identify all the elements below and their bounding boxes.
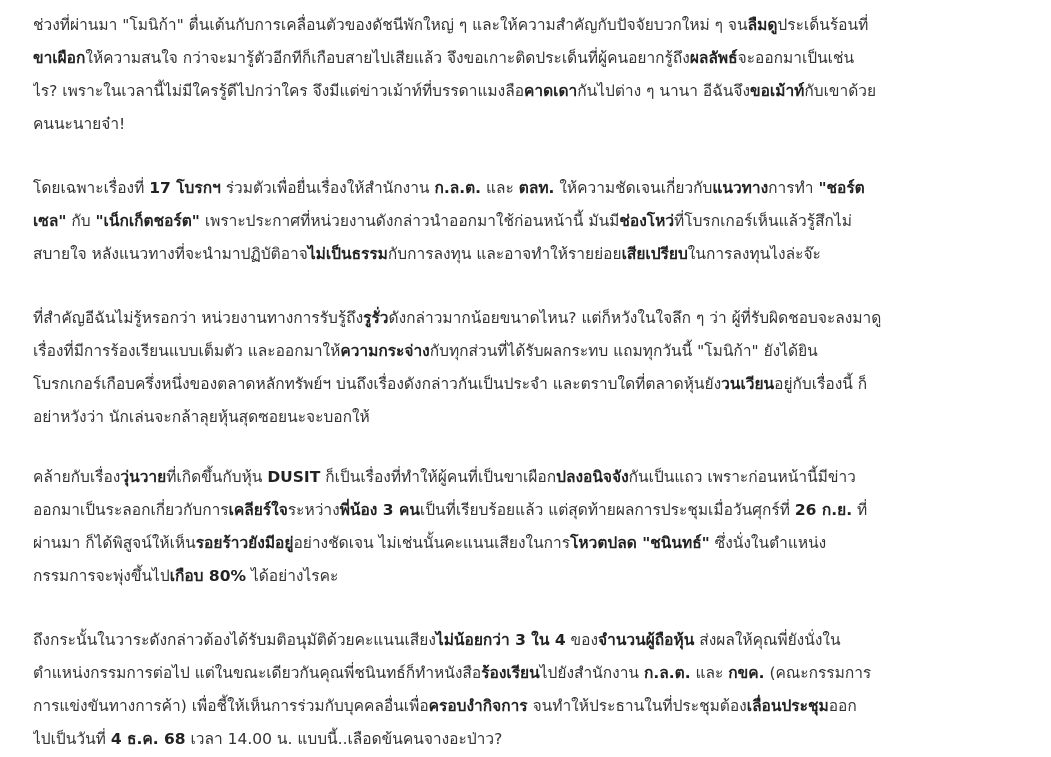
text-segment: การทำ (768, 179, 819, 197)
paragraph-1 (33, 9, 1018, 141)
paragraph-4 (33, 461, 1018, 593)
text-segment: ที่สำคัญอีฉันไม่รู้หรอกว่า หน่วยงานทางการรับรู้ถึง (33, 309, 364, 327)
text-segment: โดยเฉพาะเรื่องที่ (33, 179, 150, 197)
text-segment: ไปเป็นวันที่ (33, 730, 111, 748)
text-segment: กับการลงทุน และอาจทำให้รายย่อย (387, 245, 622, 263)
text-segment: ออกมาเป็นระลอกเกี่ยวกับการ (33, 501, 229, 519)
bold-text: 17 โบรกฯ (149, 179, 221, 197)
text-segment: ช่วงที่ผ่านมา "โมนิก้า" ตื่นเต้นกับการเคลื่อนตัวของดัชนีพักใหญ่ ๆ และให้ความสำคัญกับปัจจัยบวกใหม่ ๆ จน (33, 16, 748, 34)
text-segment: จะออกมาเป็นเช่น (737, 49, 855, 67)
text-line (33, 624, 1018, 657)
bold-text: ไม่น้อยกว่า 3 ใน 4 (435, 631, 566, 649)
text-segment: ไปยังสำนักงาน (539, 664, 644, 682)
paragraph-3 (33, 302, 1018, 434)
text-segment: ระหว่าง (287, 501, 340, 519)
bold-text: "เน็กเก็ตชอร์ต" (95, 212, 200, 230)
paragraph-2 (33, 172, 1018, 271)
bold-text: เคลียร์ใจ (228, 501, 288, 519)
bold-text: ขอเม้าท์ (750, 82, 805, 100)
text-segment: คล้ายกับเรื่อง (33, 468, 121, 486)
bold-text: ความกระจ่าง (340, 342, 430, 360)
text-segment: และ (481, 179, 519, 197)
text-line (33, 302, 1018, 335)
bold-text: รอยร้าวยังมีอยู่ (195, 534, 294, 552)
text-segment: ผ่านมา ก็ได้พิสูจน์ให้เห็น (33, 534, 196, 552)
text-line (33, 42, 1018, 75)
text-segment: กับทุกส่วนที่ได้รับผลกระทบ แถมทุกวันนี้ "โมนิก้า" ยังได้ยิน (429, 342, 818, 360)
bold-text: ปลงอนิจจัง (556, 468, 629, 486)
text-line (33, 108, 1018, 141)
text-segment: กรรมการจะพุ่งขึ้นไป (33, 567, 170, 585)
bold-text: ก.ล.ต. (434, 179, 482, 197)
bold-text: วุ่นวาย (120, 468, 167, 486)
bold-text: เสียเปรียบ (621, 245, 688, 263)
bold-text: DUSIT (267, 468, 321, 486)
bold-text: "ชอร์ต (818, 179, 865, 197)
text-line (33, 205, 1018, 238)
bold-text: ไม่เป็นธรรม (307, 245, 388, 263)
text-segment: ออก (828, 697, 857, 715)
text-segment: ที่ (852, 501, 868, 519)
text-line (33, 368, 1018, 401)
bold-text: ร้องเรียน (481, 664, 540, 682)
bold-text: 4 ธ.ค. 68 (110, 730, 186, 748)
text-segment: อยู่กับเรื่องนี้ ก็ (774, 375, 868, 393)
text-segment: ตำแหน่งกรรมการต่อไป แต่ในขณะเดียวกันคุณพี่ชนินทธ์ก็ทำหนังสือ (33, 664, 482, 682)
text-segment: เป็นที่เรียบร้อยแล้ว แต่สุดท้ายผลการประชุมเมื่อวันศุกร์ที่ (419, 501, 795, 519)
text-segment: ให้ความสนใจ กว่าจะมารู้ตัวอีกทีก็เกือบสายไปเสียแล้ว จึงขอเกาะติดประเด็นที่ผู้คนอยากรู้ถึง (85, 49, 690, 67)
text-segment: (คณะกรรมการ (764, 664, 872, 682)
text-segment: ร่วมตัวเพื่อยื่นเรื่องให้สำนักงาน (220, 179, 435, 197)
text-segment: คนนะนายจ๋า! (33, 115, 126, 133)
text-line (33, 9, 1018, 42)
bold-text: วนเวียน (721, 375, 775, 393)
text-line (33, 657, 1018, 690)
text-segment: การแข่งขันทางการค้า) เพื่อชี้ให้เห็นการร่วมกับบุคคลอื่นเพื่อ (33, 697, 429, 715)
text-segment: จนทำให้ประธานในที่ประชุมต้อง (527, 697, 747, 715)
text-line (33, 335, 1018, 368)
text-line (33, 75, 1018, 108)
text-line (33, 527, 1018, 560)
bold-text: กขค. (728, 664, 765, 682)
bold-text: พี่น้อง 3 คน (339, 501, 420, 519)
text-line (33, 172, 1018, 205)
text-segment: ที่เกิดขึ้นกับหุ้น (166, 468, 268, 486)
text-line (33, 690, 1018, 723)
paragraph-5 (33, 624, 1018, 756)
text-segment: อย่างชัดเจน ไม่เช่นนั้นคะแนนเสียงในการ (293, 534, 571, 552)
bold-text: ลืมดู (747, 16, 778, 34)
bold-text: ตลท. (518, 179, 555, 197)
text-segment: ของ (565, 631, 599, 649)
text-line (33, 560, 1018, 593)
text-segment: เรื่องที่มีการร้องเรียนแบบเต็มตัว และออกมาให้ (33, 342, 341, 360)
text-segment: ก็เป็นเรื่องที่ทำให้ผู้คนที่เป็นขาเผือก (320, 468, 557, 486)
text-segment: ที่โบรกเกอร์เห็นแล้วรู้สึกไม่ (674, 212, 852, 230)
text-segment: ให้ความชัดเจนเกี่ยวกับ (554, 179, 713, 197)
bold-text: ครอบงำกิจการ (428, 697, 528, 715)
text-segment: สบายใจ หลังแนวทางที่จะนำมาปฏิบัติอาจ (33, 245, 308, 263)
text-segment: ประเด็นร้อนที่ (777, 16, 869, 34)
bold-text: เลื่อนประชุม (746, 697, 829, 715)
text-segment: ในการลงทุนไงล่ะจ๊ะ (687, 245, 821, 263)
text-line (33, 494, 1018, 527)
text-segment: กันไปต่าง ๆ นานา อีฉันจึง (577, 82, 751, 100)
text-segment: ซึ่งนั่งในตำแหน่ง (709, 534, 827, 552)
bold-text: 26 ก.ย. (794, 501, 853, 519)
bold-text: แนวทาง (712, 179, 769, 197)
text-line (33, 723, 1018, 756)
text-segment: กับเขาด้วย (804, 82, 877, 100)
bold-text: เซล" (33, 212, 67, 230)
text-segment: กันเป็นแถว เพราะก่อนหน้านี้มีข่าว (628, 468, 856, 486)
bold-text: ก.ล.ต. (643, 664, 691, 682)
text-segment: ถึงกระนั้นในวาระดังกล่าวต้องได้รับมติอนุมัติด้วยคะแนนเสียง (33, 631, 436, 649)
bold-text: คาดเดา (524, 82, 578, 100)
text-segment: ไร? เพราะในเวลานี้ไม่มีใครรู้ดีไปกว่าใคร จึงมีแต่ข่าวเม้าท์ที่บรรดาแมงลือ (33, 82, 525, 100)
text-segment: โบรกเกอร์เกือบครึ่งหนึ่งของตลาดหลักทรัพย์ฯ บ่นถึงเรื่องดังกล่าวกันเป็นประจำ และตราบใดที่ตลาดหุ้นยัง (33, 375, 722, 393)
bold-text: รูรั่ว (363, 309, 389, 327)
bold-text: เกือบ 80% (169, 567, 247, 585)
text-segment: เวลา 14.00 น. แบบนี้..เลือดข้นคนจางอะป่าว? (185, 730, 503, 748)
text-segment: ส่งผลให้คุณพี่ยังนั่งใน (694, 631, 841, 649)
bold-text: ช่องโหว่ (619, 212, 675, 230)
text-segment: อย่าหวังว่า นักเล่นจะกล้าลุยหุ้นสุดซอยนะจะบอกให้ (33, 408, 370, 426)
text-segment: ดังกล่าวมากน้อยขนาดไหน? แต่ก็หวังในใจลึก ๆ ว่า ผู้ที่รับผิดชอบจะลงมาดู (388, 309, 882, 327)
text-segment: และ (690, 664, 729, 682)
text-segment: กับ (66, 212, 96, 230)
text-line (33, 401, 1018, 434)
bold-text: ขาเผือก (33, 49, 86, 67)
text-line (33, 461, 1018, 494)
text-line (33, 238, 1018, 271)
bold-text: ผลลัพธ์ (689, 49, 738, 67)
text-segment: ได้อย่างไรคะ (246, 567, 339, 585)
bold-text: จำนวนผู้ถือหุ้น (598, 631, 695, 649)
bold-text: โหวตปลด "ชนินทธ์" (570, 534, 710, 552)
text-segment: เพราะประกาศที่หน่วยงานดังกล่าวนำออกมาใช้ก่อนหน้านี้ มันมี (199, 212, 620, 230)
